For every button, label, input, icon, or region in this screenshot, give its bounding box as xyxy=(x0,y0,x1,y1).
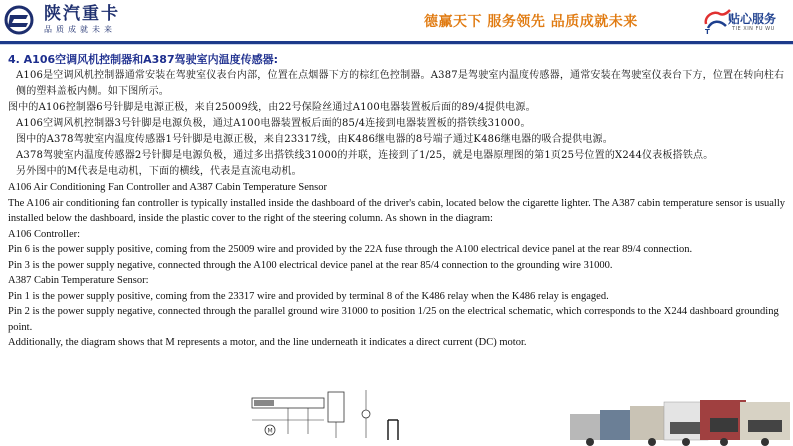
svg-text:T: T xyxy=(705,28,710,36)
brand-name: 陕汽重卡 xyxy=(44,4,120,24)
section-title: 4. A106空调风机控制器和A387驾驶室内温度传感器: xyxy=(8,53,279,66)
en-motor: Additionally, the diagram shows that M represents a motor, and the line underneath it indicates a direct current (DC) motor. xyxy=(8,337,527,348)
truck-fleet-image xyxy=(560,392,793,446)
wiring-diagram-thumbnail xyxy=(248,386,408,442)
header-rule-light xyxy=(0,44,793,45)
brand-logo xyxy=(4,5,120,35)
service-badge xyxy=(702,6,786,36)
header-bar xyxy=(0,0,793,40)
en-title: A106 Air Conditioning Fan Controller and A387 Cabin Temperature Sensor xyxy=(8,182,327,193)
cn-paragraph-1: A106是空调风机控制器通常安装在驾驶室仪表台内部，位置在点烟器下方的棕红色控制器。A387是驾驶室内温度传感器，通常安装在驾驶室仪表台下方，位置在转向柱右侧的塑料盖板内侧。如下图所示。 xyxy=(16,70,785,97)
cn-line-a378-pin1: 图中的A378驾驶室内温度传感器1号针脚是电源正极，来自23317线，由K486继电器的8号端子通过K486继电器的吸合提供电源。 xyxy=(16,134,613,145)
en-paragraph-1: The A106 air conditioning fan controller is typically installed inside the dashboard of the driver's cabin, located below the cigarette lighter. The A387 cabin temperature sensor is usually installed below the dashboard, inside the plastic cover to the right of the steering column. As shown in the diagram: xyxy=(8,197,786,224)
service-name: 贴心服务 xyxy=(728,12,777,26)
en-pin3: Pin 3 is the power supply negative, connected through the A100 electrical device panel at the rear 85/4 connection to the grounding wire 31000. xyxy=(8,259,613,271)
en-a387-heading: A387 Cabin Temperature Sensor: xyxy=(8,275,149,286)
en-pin2: Pin 2 is the power supply negative, connected through the parallel ground wire 31000 to position 1/25 on the electrical schematic, which corresponds to the X244 dashboard grounding point. xyxy=(8,306,779,333)
svg-text:M: M xyxy=(267,427,273,435)
cn-line-a106-pin3: A106空调风机控制器3号针脚是电源负极，通过A100电器装置板后面的85/4连接到电器装置板的搭铁线31000。 xyxy=(16,118,531,129)
shaanxi-logo-icon xyxy=(4,5,38,35)
brand-tagline: 品质成就未来 xyxy=(44,25,116,34)
en-a106-heading: A106 Controller: xyxy=(8,228,81,240)
document-body xyxy=(8,52,788,351)
en-pin1: Pin 1 is the power supply positive, coming from the 23317 wire and provided by terminal 8 of the K486 relay when the K486 relay is engaged. xyxy=(8,290,609,302)
en-pin6: Pin 6 is the power supply positive, coming from the 25009 wire and provided by the 22A fuse through the A100 electrical device panel at the rear 89/4 connection. xyxy=(8,244,693,255)
cn-line-a378-pin2: A378驾驶室内温度传感器2号针脚是电源负极，通过多出搭铁线31000的并联，连接到了1/25，就是电器原理图的第1页25号位置的X244仪表板搭铁点。 xyxy=(16,150,714,161)
cn-line-a106-pin6: 图中的A106控制器6号针脚是电源正极，来自25009线，由22号保险丝通过A100电器装置板后面的89/4提供电源。 xyxy=(8,102,536,113)
slogan: 德赢天下 服务领先 品质成就未来 xyxy=(424,14,638,30)
service-pinyin: TIE XIN FU WU xyxy=(732,26,775,32)
cn-line-motor: 另外图中的M代表是电动机，下面的横线，代表是直流电动机。 xyxy=(16,166,302,177)
